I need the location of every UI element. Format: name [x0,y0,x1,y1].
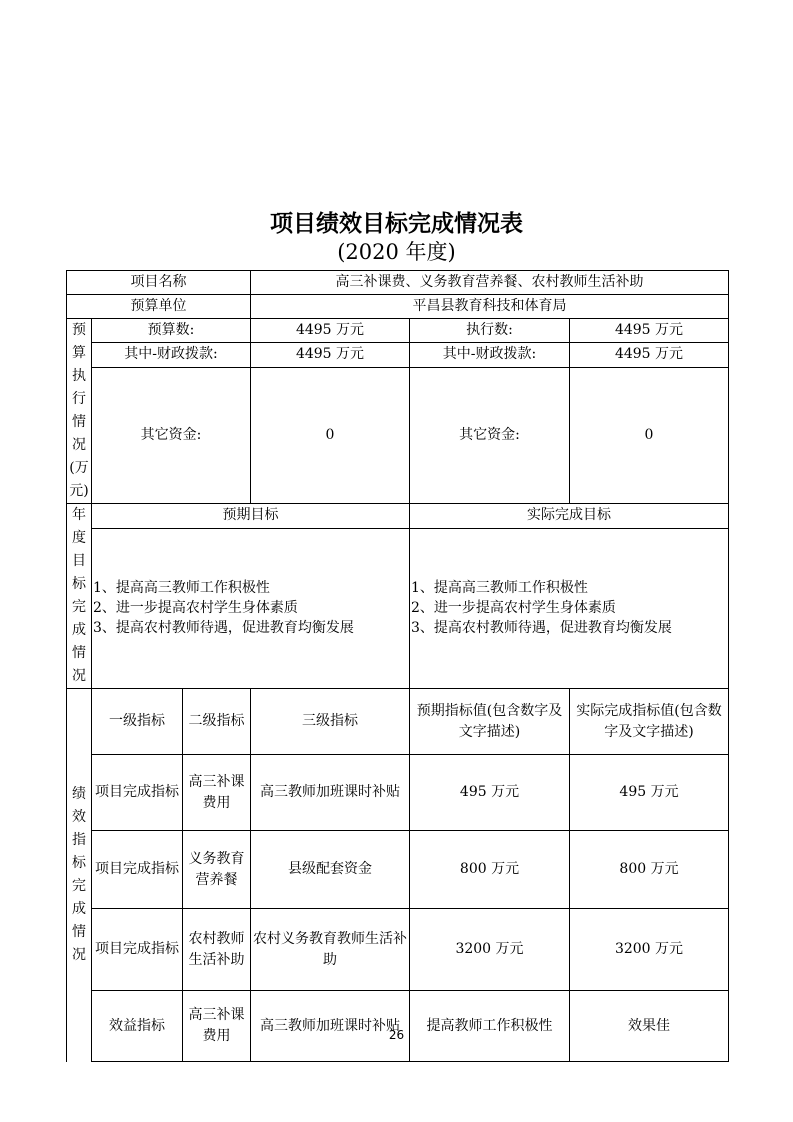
other-funds-label: 其它资金: [92,367,251,503]
actual-goal-line: 2、进一步提高农村学生身体素质 [411,600,616,617]
budget-unit-value: 平昌县教育科技和体育局 [251,295,729,319]
perf-header-cell: 一级指标 [92,689,183,755]
perf-header-cell: 预期指标值(包含数字及文字描述) [410,689,570,755]
performance-table [66,270,729,1062]
perf-cell: 农村义务教育教师生活补助 [251,909,410,991]
perf-cell: 县级配套资金 [251,831,410,909]
perf-cell: 效益指标 [92,991,183,1062]
fiscal-budget-value: 4495 万元 [251,343,410,367]
page-number: 26 [388,1028,405,1042]
other-exec-label: 其它资金: [410,367,570,503]
project-name-label: 项目名称 [67,271,251,295]
table-row [67,367,729,503]
expected-goal-line: 1、提高高三教师工作积极性 [93,580,270,597]
expected-goal-line: 2、进一步提高农村学生身体素质 [93,600,298,617]
table-row [67,755,729,831]
project-name-value: 高三补课费、义务教育营养餐、农村教师生活补助 [251,271,729,295]
budget-label: 预算数: [92,319,251,343]
page-subtitle: (2020 年度) [337,240,456,264]
page-title: 项目绩效目标完成情况表 [270,211,523,237]
table-row [67,319,729,343]
other-exec-value: 0 [570,367,729,503]
perf-cell: 高三补课费用 [183,991,251,1062]
annual-section-label: 年度目标完成情况 [67,504,92,689]
perf-header-cell: 实际完成指标值(包含数字及文字描述) [570,689,729,755]
exec-value: 4495 万元 [570,319,729,343]
perf-cell: 提高教师工作积极性 [410,991,570,1062]
perf-cell: 项目完成指标 [92,831,183,909]
table-row [67,831,729,909]
table-row [67,991,729,1062]
table-row [67,504,729,529]
fiscal-exec-value: 4495 万元 [570,343,729,367]
actual-goal-line: 1、提高高三教师工作积极性 [411,580,588,597]
table-row [67,343,729,367]
table-row [67,271,729,295]
perf-cell: 800 万元 [570,831,729,909]
perf-cell: 3200 万元 [410,909,570,991]
fiscal-label: 其中-财政拨款: [92,343,251,367]
table-row [67,689,729,755]
perf-cell: 495 万元 [410,755,570,831]
perf-cell: 495 万元 [570,755,729,831]
perf-cell: 农村教师生活补助 [183,909,251,991]
perf-cell: 义务教育营养餐 [183,831,251,909]
other-budget-value: 0 [251,367,410,503]
expected-goal-line: 3、提高农村教师待遇，促进教育均衡发展 [93,620,354,637]
perf-cell: 高三教师加班课时补贴 [251,755,410,831]
exec-label: 执行数: [410,319,570,343]
perf-cell: 800 万元 [410,831,570,909]
expected-goal-text [92,528,410,688]
table-row [67,295,729,319]
table-row [67,528,729,688]
perf-cell: 项目完成指标 [92,755,183,831]
perf-cell: 效果佳 [570,991,729,1062]
perf-section-label: 绩效指标完成情况 [67,689,92,1062]
expected-goal-header: 预期目标 [92,504,410,529]
actual-goal-header: 实际完成目标 [410,504,729,529]
budget-unit-label: 预算单位 [67,295,251,319]
actual-goal-text [410,528,729,688]
fiscal-exec-label: 其中-财政拨款: [410,343,570,367]
perf-cell: 项目完成指标 [92,909,183,991]
perf-header-cell: 二级指标 [183,689,251,755]
budget-section-label: 预算执行情况(万元) [67,319,92,504]
perf-cell: 高三教师加班课时补贴 [251,991,410,1062]
budget-value: 4495 万元 [251,319,410,343]
perf-cell: 高三补课费用 [183,755,251,831]
perf-cell: 3200 万元 [570,909,729,991]
perf-header-cell: 三级指标 [251,689,410,755]
actual-goal-line: 3、提高农村教师待遇，促进教育均衡发展 [411,620,672,637]
table-row [67,909,729,991]
